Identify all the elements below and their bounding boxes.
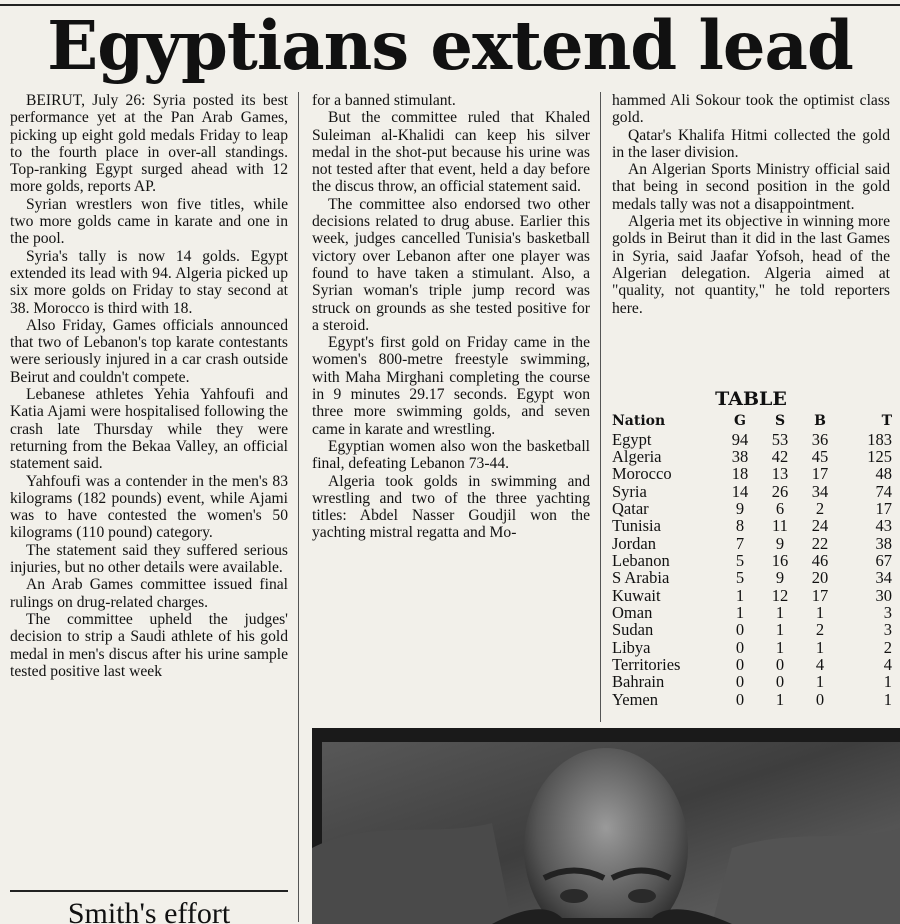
paragraph: An Arab Games committee issued final rulings on drug-related charges.: [10, 576, 288, 611]
bronze-cell: 2: [815, 620, 825, 640]
bronze-cell: 20: [811, 568, 829, 588]
nation-cell: Jordan: [612, 533, 656, 553]
total-cell: 1: [883, 672, 892, 692]
table-row: [612, 430, 892, 447]
paragraph: hammed Ali Sokour took the optimist class gold.: [612, 92, 890, 127]
photo-image: [312, 728, 900, 924]
paragraph: Also Friday, Games officials announced that two of Lebanon's top karate contestants were seriously injured in a car crash outside Beirut and couldn't compete.: [10, 316, 288, 386]
total-cell: 4: [883, 654, 892, 674]
nation-cell: Oman: [612, 602, 653, 622]
nation-cell: Morocco: [612, 464, 672, 484]
total-cell: 34: [875, 568, 892, 588]
gold-cell: 0: [735, 672, 745, 692]
paragraph: Yahfoufi was a contender in the men's 83 kilograms (182 pounds) event, while Ajami was to have contested the women's 50 kilograms (110 pound) category.: [10, 472, 288, 542]
table-row: [612, 552, 892, 569]
nation-cell: Lebanon: [612, 550, 670, 570]
bronze-cell: 45: [811, 446, 829, 466]
silver-cell: 16: [771, 550, 789, 570]
silver-cell: 42: [771, 446, 789, 466]
silver-cell: 26: [771, 481, 789, 501]
medals-table: [612, 413, 892, 708]
total-cell: 3: [883, 620, 892, 640]
gold-cell: 5: [735, 568, 745, 588]
paragraph: Lebanese athletes Yehia Yahfoufi and Katia Ajami were hospitalised following the crash late Thursday while they were returning from the Bekaa Valley, an official statement said.: [10, 386, 288, 473]
nation-cell: Syria: [612, 481, 647, 501]
table-row: [612, 638, 892, 655]
paragraph: Algeria met its objective in winning more golds in Beirut than it did in the last Games in Syria, said Jaafar Yofsoh, head of the Algerian delegation. Algeria aimed at "quality, not quantity," he told reporters here.: [612, 213, 890, 317]
paragraph: The committee also endorsed two other decisions related to drug abuse. Earlier this week, judges cancelled Tunisia's basketball victory over Lebanon after one player was found to have taken a stimulant. Also, a Syrian woman's triple jump record was struck on grounds as she tested positive for a steroid.: [312, 195, 590, 334]
table-title: TABLE: [715, 388, 787, 410]
table-row: [612, 691, 892, 708]
paragraph: Egypt's first gold on Friday came in the women's 800-metre freestyle swimming, with Maha Mirghani completing the course in 9 minutes 29.17 seconds. Egypt won three more swimming golds, and seven came in karate and wrestling.: [312, 334, 590, 438]
silver-cell: 12: [771, 585, 789, 605]
table-row: [612, 517, 892, 534]
gold-cell: 18: [731, 464, 749, 484]
bronze-cell: 1: [815, 672, 825, 692]
gold-cell: 8: [735, 516, 745, 536]
header-bronze: B: [814, 413, 826, 430]
silver-cell: 9: [775, 533, 785, 553]
table-row: [612, 448, 892, 465]
silver-cell: 6: [775, 498, 785, 518]
nation-cell: Libya: [612, 637, 651, 657]
headline: Egyptians extend lead: [47, 6, 853, 85]
nation-cell: Sudan: [612, 620, 654, 640]
bronze-cell: 17: [811, 464, 829, 484]
nation-cell: Egypt: [612, 429, 652, 449]
paragraph: Syrian wrestlers won five titles, while two more golds came in karate and one in the pool.: [10, 195, 288, 248]
paragraph: Algeria took golds in swimming and wrestling and two of the three yachting titles: Abdel Nasser Goudjil won the yachting mistral regatta and Mo-: [312, 472, 590, 542]
nation-cell: Algeria: [612, 446, 662, 466]
paragraph: The statement said they suffered serious injuries, but no other details were available.: [10, 541, 288, 577]
total-cell: 183: [867, 429, 892, 449]
gold-cell: 0: [735, 654, 745, 674]
paragraph: Qatar's Khalifa Hitmi collected the gold in the laser division.: [612, 126, 890, 161]
total-cell: 38: [875, 533, 892, 553]
bronze-cell: 22: [811, 533, 829, 553]
nation-cell: Bahrain: [612, 672, 665, 692]
nation-cell: Yemen: [612, 689, 658, 709]
table-row: [612, 500, 892, 517]
silver-cell: 1: [775, 602, 785, 622]
paragraph: The committee upheld the judges' decision to strip a Saudi athlete of his gold medal in men's discus after his urine sample tested positive last week: [10, 610, 288, 680]
article-column-3: [612, 92, 890, 392]
nation-cell: Tunisia: [612, 516, 661, 536]
bronze-cell: 36: [811, 429, 829, 449]
total-cell: 30: [875, 585, 892, 605]
bronze-cell: 2: [815, 498, 825, 518]
article-column-2: [312, 92, 590, 712]
header-nation: Nation: [612, 413, 666, 430]
total-cell: 125: [867, 446, 892, 466]
bronze-cell: 17: [811, 585, 829, 605]
gold-cell: 1: [735, 585, 745, 605]
bronze-cell: 34: [811, 481, 829, 501]
silver-cell: 53: [771, 429, 789, 449]
paragraph: for a banned stimulant.: [312, 92, 456, 109]
table-row: [612, 621, 892, 638]
article-column-1: [10, 92, 288, 888]
silver-cell: 0: [775, 672, 785, 692]
bronze-cell: 1: [815, 602, 825, 622]
nation-cell: S Arabia: [612, 568, 670, 588]
gold-cell: 14: [731, 481, 749, 501]
table-row: [612, 673, 892, 690]
total-cell: 1: [883, 689, 892, 709]
column-divider: [600, 92, 601, 722]
total-cell: 3: [883, 602, 892, 622]
table-row: [612, 586, 892, 603]
bronze-cell: 4: [815, 654, 825, 674]
total-cell: 67: [875, 550, 892, 570]
paragraph: An Algerian Sports Ministry official said that being in second position in the gold medals tally was not a disappointment.: [612, 161, 890, 213]
silver-cell: 9: [775, 568, 785, 588]
total-cell: 74: [875, 481, 892, 501]
gold-cell: 9: [735, 498, 745, 518]
table-row: [612, 656, 892, 673]
bronze-cell: 1: [815, 637, 825, 657]
story-rule: [10, 890, 288, 892]
bronze-cell: 24: [811, 516, 829, 536]
silver-cell: 1: [775, 637, 785, 657]
paragraph: Egyptian women also won the basketball final, defeating Lebanon 73-44.: [312, 437, 590, 473]
paragraph: BEIRUT, July 26: Syria posted its best performance yet at the Pan Arab Games, picking up eight gold medals Friday to leap to the fourth place in over-all standings. Top-ranking Egypt surged ahead with 12 more golds, reports AP.: [10, 92, 288, 196]
nation-cell: Kuwait: [612, 585, 661, 605]
nation-cell: Territories: [612, 654, 681, 674]
total-cell: 48: [875, 464, 892, 484]
column-divider: [298, 92, 299, 922]
gold-cell: 94: [731, 429, 749, 449]
total-cell: 17: [875, 498, 892, 518]
medals-table-body: [612, 430, 892, 708]
table-header-row: [612, 413, 892, 430]
table-row: [612, 569, 892, 586]
table-row: [612, 482, 892, 499]
next-story-headline: Smith's effort: [67, 897, 231, 924]
news-photo: [312, 728, 900, 924]
gold-cell: 1: [735, 602, 745, 622]
silver-cell: 1: [775, 689, 785, 709]
total-cell: 2: [883, 637, 892, 657]
bronze-cell: 0: [815, 689, 825, 709]
header-gold: G: [734, 413, 746, 430]
gold-cell: 0: [735, 689, 745, 709]
silver-cell: 1: [775, 620, 785, 640]
table-row: [612, 534, 892, 551]
table-row: [612, 604, 892, 621]
header-total: T: [881, 413, 892, 430]
silver-cell: 0: [775, 654, 785, 674]
gold-cell: 5: [735, 550, 745, 570]
total-cell: 43: [875, 516, 892, 536]
gold-cell: 7: [735, 533, 745, 553]
silver-cell: 13: [771, 464, 789, 484]
paragraph: But the committee ruled that Khaled Suleiman al-Khalidi can keep his silver medal in the shot-put because his urine was not tested after that event, held a day before the discus throw, an official statement said.: [312, 109, 590, 196]
nation-cell: Qatar: [612, 498, 649, 518]
gold-cell: 0: [735, 637, 745, 657]
header-silver: S: [774, 413, 786, 430]
paragraph: Syria's tally is now 14 golds. Egypt extended its lead with 94. Algeria picked up six more golds on Friday to stay second at 38. Morocco is third with 18.: [10, 247, 288, 317]
gold-cell: 0: [735, 620, 745, 640]
silver-cell: 11: [772, 516, 788, 536]
gold-cell: 38: [731, 446, 749, 466]
bronze-cell: 46: [811, 550, 829, 570]
table-row: [612, 465, 892, 482]
